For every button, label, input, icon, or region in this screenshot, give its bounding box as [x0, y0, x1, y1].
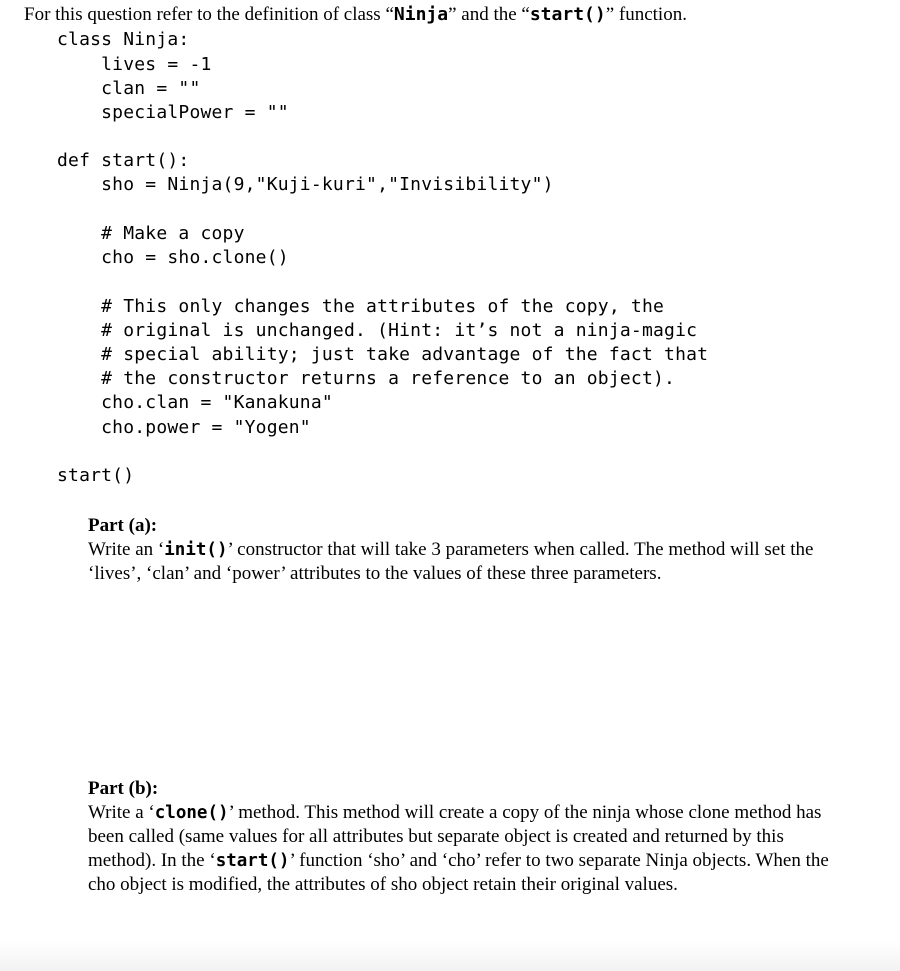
code-line: def start():	[57, 150, 190, 171]
part-b-code: clone()	[154, 803, 229, 823]
code-line: lives = -1	[57, 54, 212, 75]
code-line: sho = Ninja(9,"Kuji-kuri","Invisibility")	[57, 174, 554, 195]
code-line: # original is unchanged. (Hint: it’s not a ninja-magic	[57, 320, 698, 341]
intro-text: ” and the “	[448, 4, 530, 25]
part-b	[88, 777, 848, 897]
part-a-text: Write an ‘	[88, 539, 165, 560]
part-b-code: start()	[215, 851, 290, 871]
part-b-text: ’ method. This method will create a copy of the ninja whose clone method has been called (same values for all attributes but separate object is created and returned by this method). In the ‘	[88, 802, 822, 871]
intro-class-name: Ninja	[393, 4, 449, 25]
part-b-title: Part (b):	[88, 778, 159, 799]
intro-text: ” function.	[605, 4, 687, 25]
part-b-text: Write a ‘	[88, 802, 155, 823]
part-a-body	[88, 538, 848, 586]
part-a-code: init()	[164, 540, 228, 560]
code-line: # This only changes the attributes of the copy, the	[57, 296, 665, 317]
part-b-text: ’ function ‘sho’ and ‘cho’ refer to two separate Ninja objects. When the cho object is modified, the attributes of sho object retain their original values.	[88, 850, 829, 895]
code-line: # special ability; just take advantage of the fact that	[57, 344, 709, 365]
code-line: start()	[57, 465, 135, 486]
code-line: cho = sho.clone()	[57, 247, 289, 268]
code-line: specialPower = ""	[57, 102, 289, 123]
code-line: # Make a copy	[57, 223, 245, 244]
code-line: cho.clan = "Kanakuna"	[57, 392, 333, 413]
intro-text: For this question refer to the definition of class “	[24, 4, 394, 25]
code-line: class Ninja:	[57, 29, 190, 50]
code-line: cho.power = "Yogen"	[57, 417, 311, 438]
page-bottom-edge	[0, 941, 900, 971]
question-intro	[24, 4, 687, 26]
part-a	[88, 514, 848, 586]
part-a-text: ’ constructor that will take 3 parameters when called. The method will set the ‘lives’, ‘clan’ and ‘power’ attributes to the values of these three parameters.	[88, 539, 814, 584]
code-line: # the constructor returns a reference to an object).	[57, 368, 676, 389]
code-line: clan = ""	[57, 78, 201, 99]
part-a-title: Part (a):	[88, 515, 158, 536]
intro-func-name: start()	[529, 4, 606, 25]
part-b-body	[88, 801, 848, 897]
